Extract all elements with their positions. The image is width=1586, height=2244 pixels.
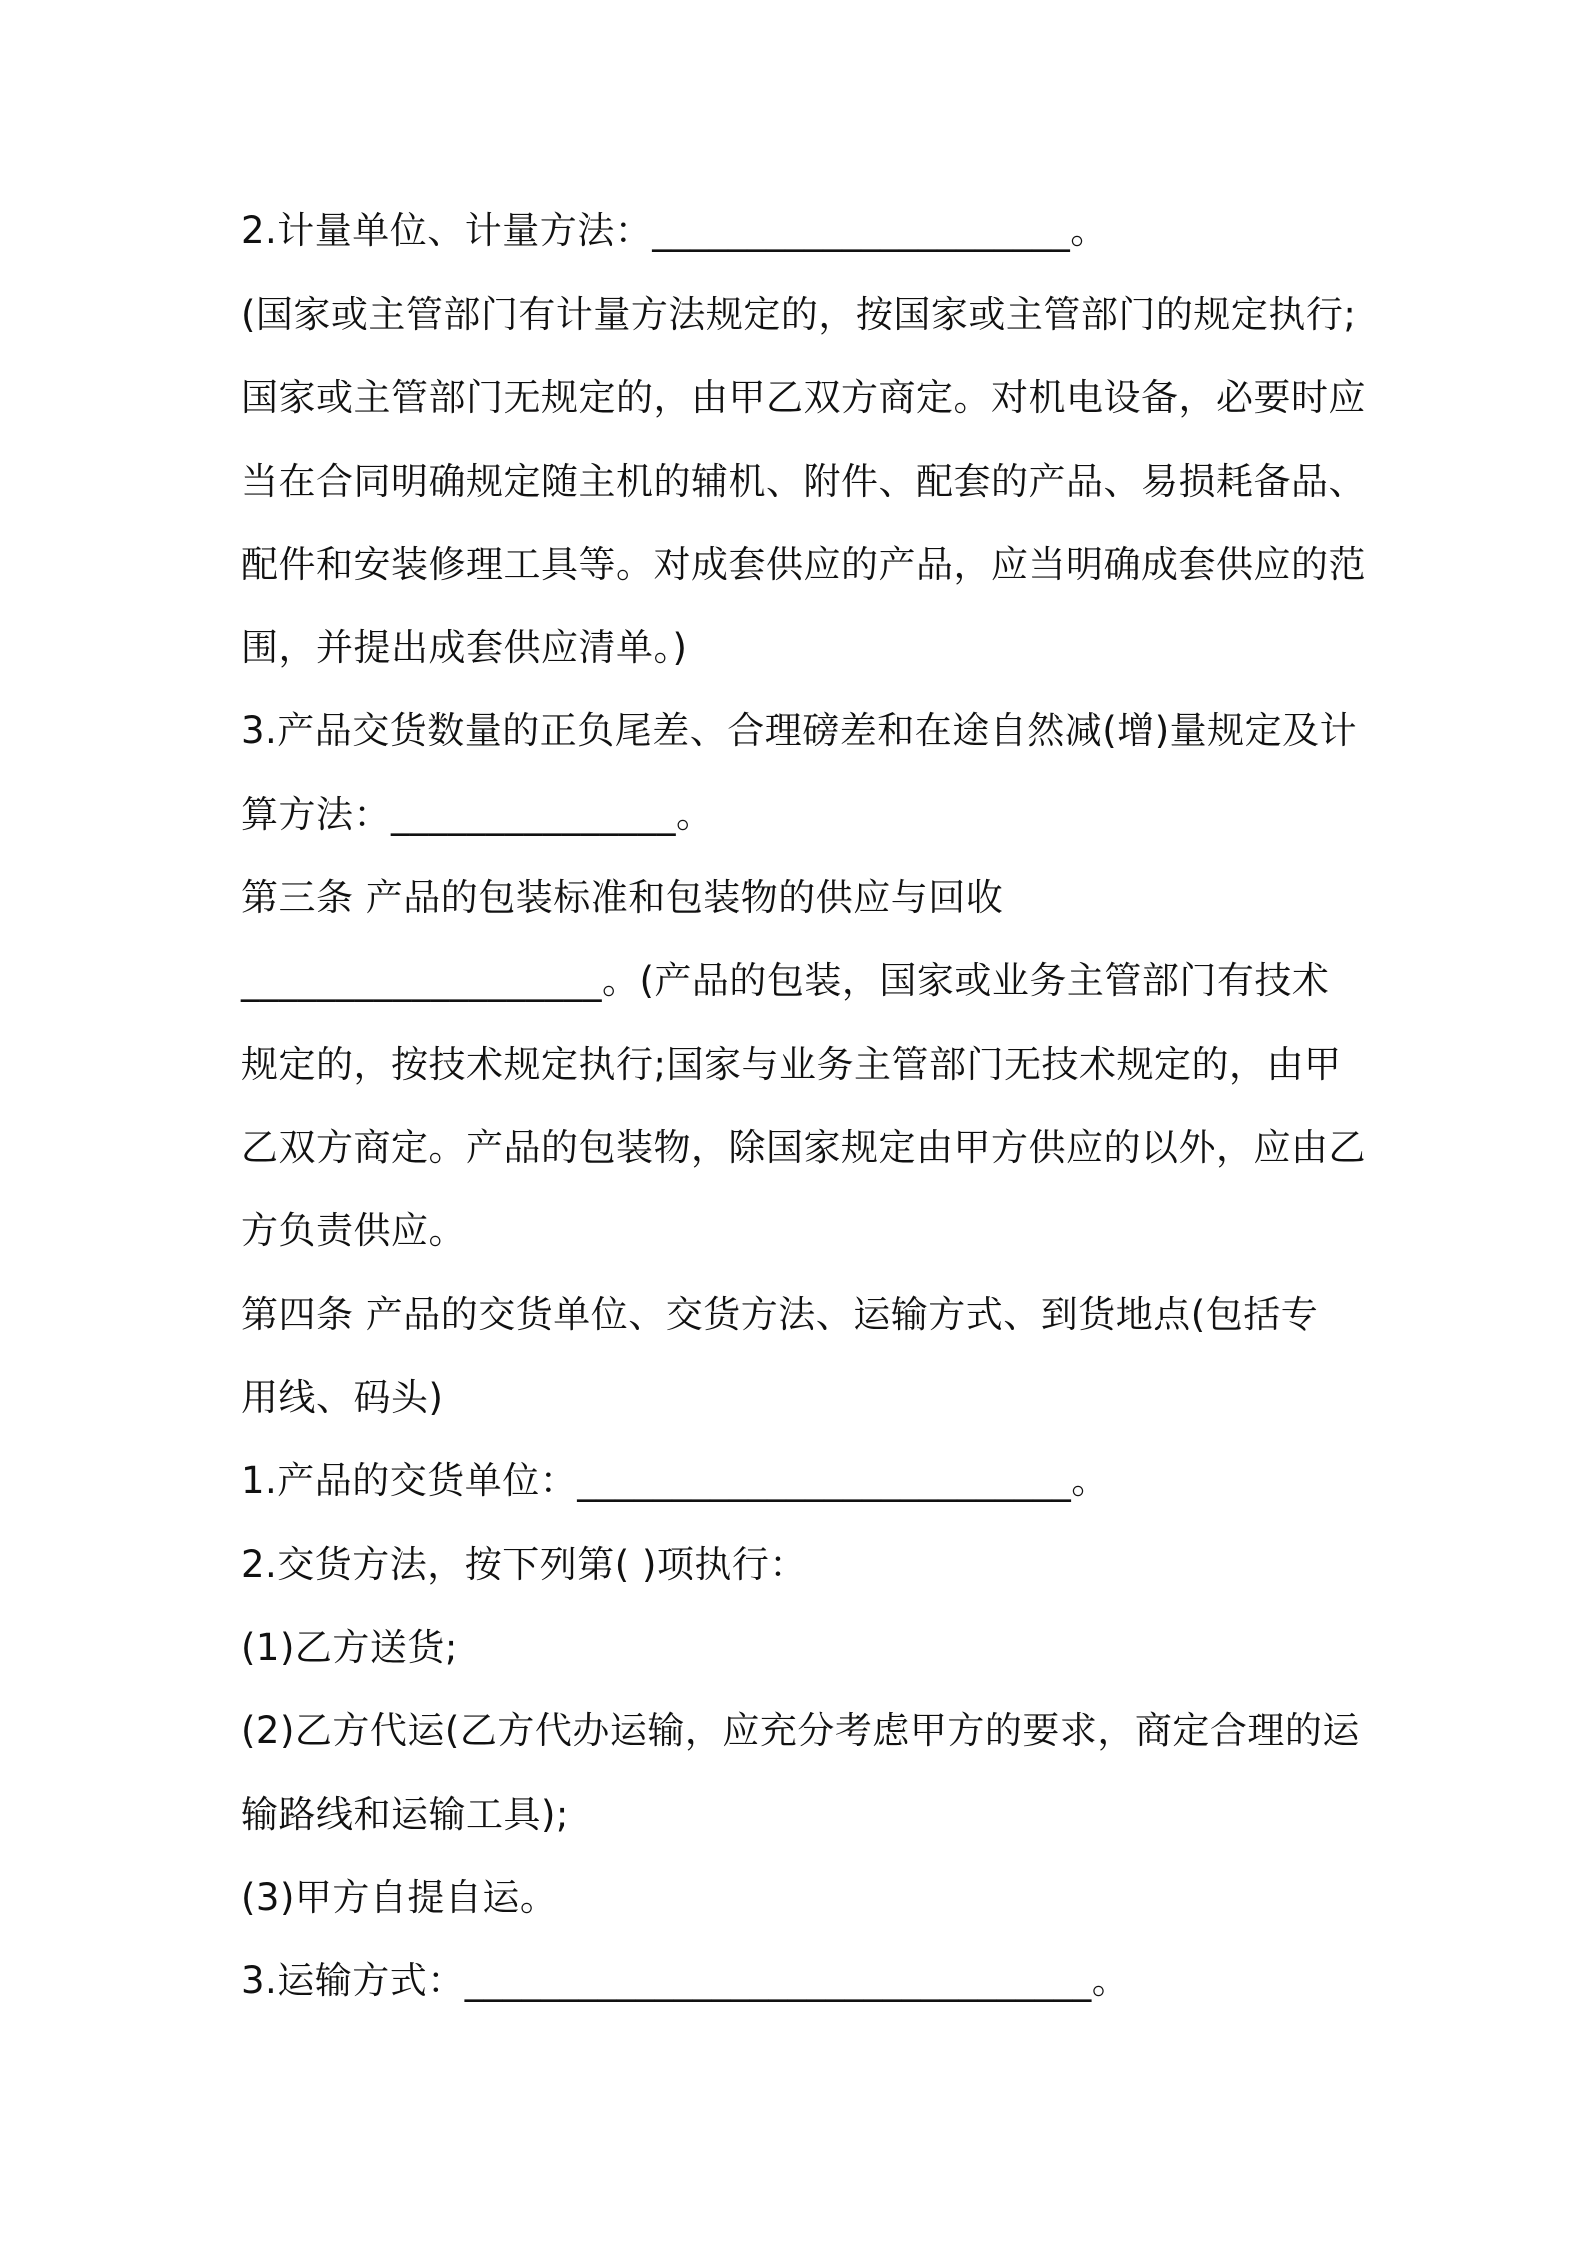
text-line: 围，并提出成套供应清单。) (241, 626, 688, 669)
section-heading: 第三条 产品的包装标准和包装物的供应与回收 (241, 876, 1004, 919)
text-line: (1)乙方送货; (241, 1626, 458, 1669)
text-line: 3.产品交货数量的正负尾差、合理磅差和在途自然减(增)量规定及计 (241, 709, 1358, 752)
text-line: 用线、码头) (241, 1376, 444, 1419)
section-heading: 第四条 产品的交货单位、交货方法、运输方式、到货地点(包括专 (241, 1293, 1319, 1336)
text-line: (国家或主管部门有计量方法规定的，按国家或主管部门的规定执行; (241, 293, 1357, 336)
text-line: 乙双方商定。产品的包装物，除国家规定由甲方供应的以外，应由乙 (241, 1126, 1366, 1169)
text-line: 规定的，按技术规定执行;国家与业务主管部门无技术规定的，由甲 (241, 1043, 1342, 1086)
text-line: 国家或主管部门无规定的，由甲乙双方商定。对机电设备，必要时应 (241, 376, 1366, 419)
text-line: (3)甲方自提自运。 (241, 1876, 558, 1919)
text-line: 配件和安装修理工具等。对成套供应的产品，应当明确成套供应的范 (241, 543, 1366, 586)
text-line: 1.产品的交货单位：__________________________。 (241, 1459, 1109, 1502)
text-line: (2)乙方代运(乙方代办运输，应充分考虑甲方的要求，商定合理的运 (241, 1709, 1360, 1752)
text-line: 算方法：_______________。 (241, 793, 714, 836)
text-line: 2.计量单位、计量方法：______________________。 (241, 209, 1108, 252)
text-line: 3.运输方式：_________________________________。 (241, 1959, 1130, 2002)
text-line: 2.交货方法，按下列第( )项执行： (241, 1543, 807, 1586)
text-line: ___________________。(产品的包装，国家或业务主管部门有技术 (241, 959, 1330, 1002)
text-line: 方负责供应。 (241, 1209, 466, 1252)
text-line: 输路线和运输工具); (241, 1793, 569, 1836)
text-line: 当在合同明确规定随主机的辅机、附件、配套的产品、易损耗备品、 (241, 460, 1366, 503)
